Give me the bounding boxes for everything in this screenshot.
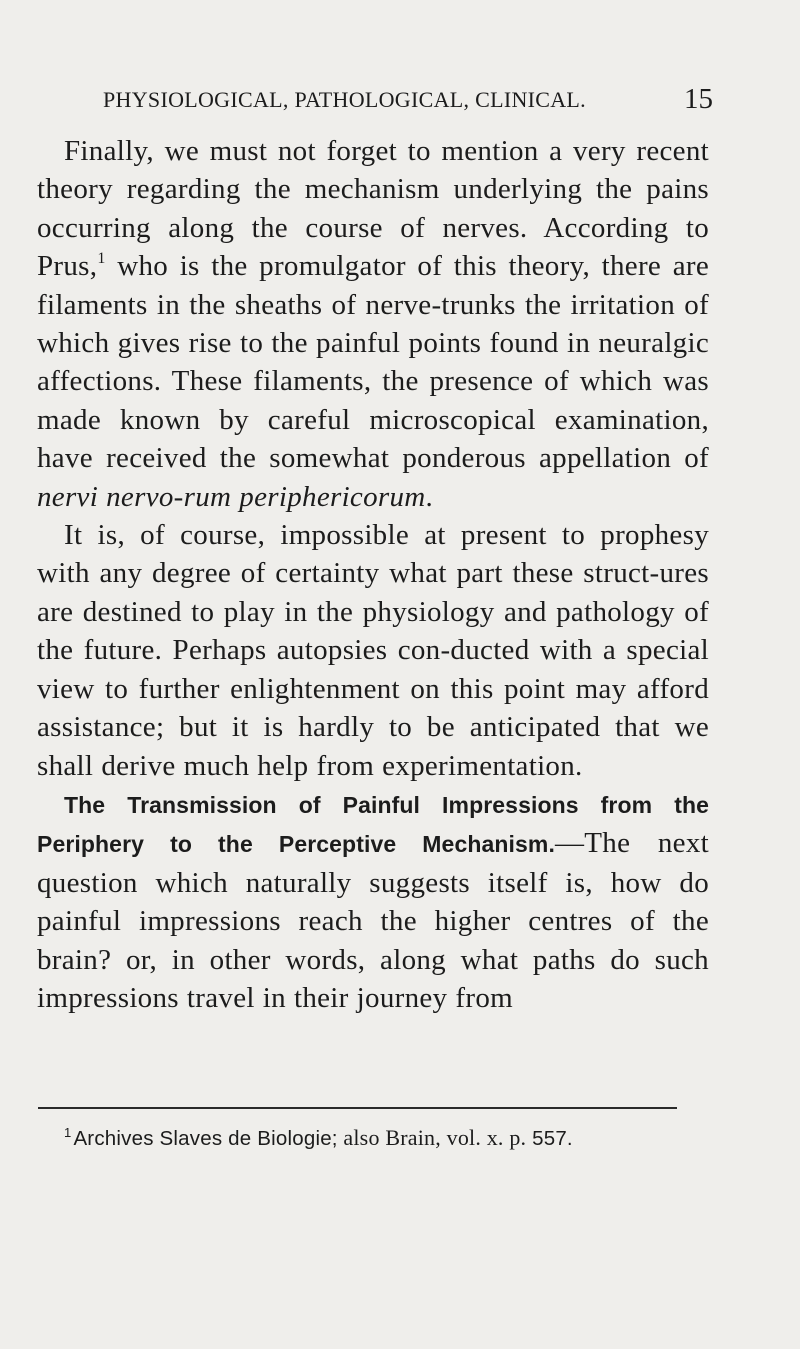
footnote-marker: 1	[64, 1125, 72, 1140]
body-text	[37, 132, 709, 1017]
footnote	[64, 1125, 573, 1151]
paragraph-text: .	[425, 480, 434, 513]
paragraph-transmission	[37, 785, 709, 1017]
paragraph-text: who is the promulgator of this theory, there are filaments in the sheaths of nerve-trunks the irritation of which gives rise to the painful points found in neuralgic affections. These filaments, the presence of which was made known by careful microscopical examination, have received the somewhat ponderous appellation of	[37, 250, 709, 475]
paragraph-text: —The next question which naturally suggests itself is, how do painful impressions reach the higher centres of the brain? or, in other words, along what paths do such impressions travel in their journey from	[37, 827, 709, 1014]
footnote-reference: 1	[97, 250, 106, 268]
running-title: PHYSIOLOGICAL, PATHOLOGICAL, CLINICAL.	[103, 87, 586, 112]
paragraph-text: It is, of course, impossible at present to prophesy with any degree of certainty what part these struct-ures are destined to play in the physiology and pathology of the future. Perhaps autopsies con-ducted with a special view to further enlightenment on this point may afford assistance; but it is hardly to be anticipated that we shall derive much help from experimentation.	[37, 519, 709, 782]
paragraph-text: Finally, we must not forget to mention a very recent theory regarding the mechanism underlying the pains occurring along the course of nerves. According to Prus,	[37, 135, 709, 283]
footnote-detail: also Brain, vol. x. p.	[337, 1125, 527, 1150]
footnote-divider	[38, 1107, 677, 1109]
footnote-page: 557.	[526, 1127, 573, 1150]
running-head	[103, 83, 713, 115]
paragraph-prus-theory	[37, 132, 709, 516]
section-side-heading: The Transmission of Painful Impressions from the Periphery to the Perceptive Mechanism.	[37, 791, 709, 858]
page-number: 15	[684, 83, 713, 115]
latin-term: nervi nervo-rum periphericorum	[37, 480, 426, 513]
paragraph-prophesy	[37, 516, 709, 785]
footnote-source: Archives Slaves de Biologie;	[73, 1127, 338, 1150]
